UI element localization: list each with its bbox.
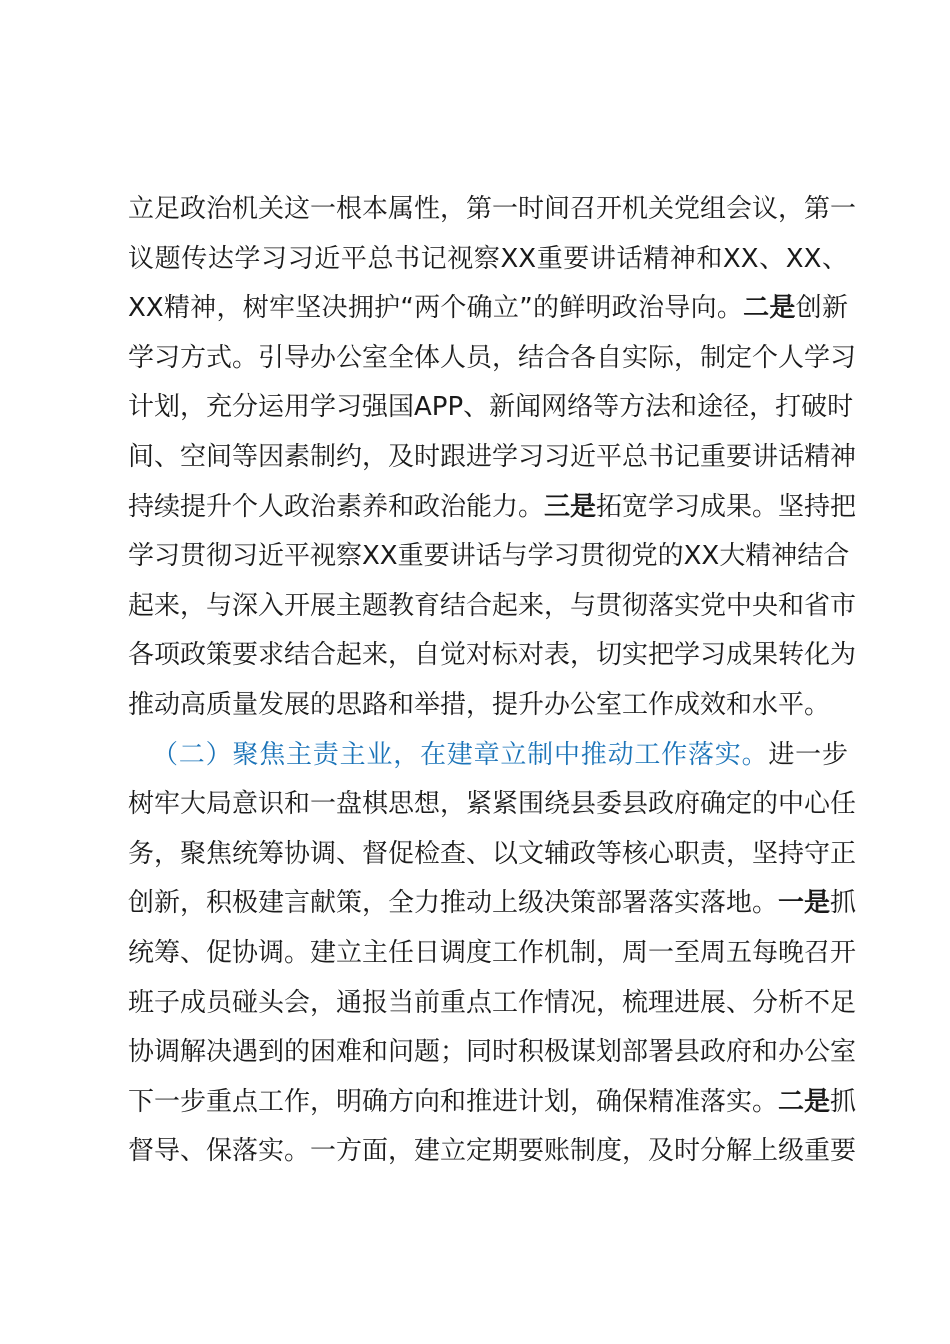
text-segment: 统筹、促协调。建立主任日调度工作机制，周一至周五每晚召开: [128, 937, 857, 968]
text-line: [128, 433, 857, 483]
text-segment: 推动高质量发展的思路和举措，提升办公室工作成效和水平。: [128, 689, 831, 720]
text-segment: 议题传达学习习近平总书记视察XX重要讲话精神和XX、XX、: [128, 243, 848, 274]
bold-marker: 三是: [544, 491, 597, 522]
text-line: [128, 532, 848, 582]
text-segment: 督导、保落实。一方面，建立定期要账制度，及时分解上级重要: [128, 1136, 857, 1167]
text-segment: 班子成员碰头会，通报当前重点工作情况，梳理进展、分析不足: [128, 987, 857, 1018]
text-segment: 间、空间等因素制约，及时跟进学习习近平总书记重要讲话精神: [128, 441, 857, 472]
text-line: [128, 383, 854, 433]
text-line: [128, 284, 848, 334]
text-segment: 树牢大局意识和一盘棋思想，紧紧围绕县委县政府确定的中心任: [128, 789, 857, 820]
text-segment: 抓: [830, 888, 857, 919]
text-segment: 立足政治机关这一根本属性，第一时间召开机关党组会议，第一: [128, 194, 857, 224]
text-line: [128, 929, 857, 979]
text-line: [128, 830, 857, 880]
text-line: [128, 1127, 857, 1177]
bold-marker: 二是: [743, 293, 796, 324]
text-segment: XX精神，树牢坚决拥护“两个确立”的鲜明政治导向。: [128, 293, 744, 324]
text-line: [128, 235, 848, 285]
text-segment: 起来，与深入开展主题教育结合起来，与贯彻落实党中央和省市: [128, 590, 857, 621]
text-line: [128, 582, 857, 632]
text-line: [128, 631, 857, 681]
text-line: [128, 334, 857, 384]
bold-marker: 二是: [778, 1086, 831, 1117]
text-segment: 创新: [795, 293, 848, 324]
text-line: [128, 1028, 857, 1078]
body-text: [128, 185, 857, 1177]
text-segment: 抓: [830, 1086, 857, 1117]
text-segment: 创新，积极建言献策，全力推动上级决策部署落实落地。: [128, 888, 779, 919]
text-segment: 拓宽学习成果。坚持把: [596, 491, 857, 522]
bold-marker: 一是: [778, 888, 831, 919]
text-line: [128, 1078, 857, 1128]
text-segment: 进一步: [768, 739, 848, 770]
text-line: [128, 979, 857, 1029]
text-segment: 持续提升个人政治素养和政治能力。: [128, 491, 545, 522]
text-line: [128, 681, 848, 731]
text-line: [128, 780, 857, 830]
text-line: [128, 185, 857, 235]
text-line: [128, 731, 848, 781]
text-segment: 各项政策要求结合起来，自觉对标对表，切实把学习成果转化为: [128, 640, 857, 671]
text-segment: 计划，充分运用学习强国APP、新闻网络等方法和途径，打破时: [128, 392, 854, 423]
text-segment: 协调解决遇到的困难和问题；同时积极谋划部署县政府和办公室: [128, 1037, 857, 1068]
text-line: [128, 879, 857, 929]
section-heading: （二）聚焦主责主业，在建章立制中推动工作落实。: [152, 739, 769, 770]
text-segment: 务，聚焦统筹协调、督促检查、以文辅政等核心职责，坚持守正: [128, 838, 857, 869]
text-segment: 下一步重点工作，明确方向和推进计划，确保精准落实。: [128, 1086, 779, 1117]
text-line: [128, 483, 857, 533]
text-segment: 学习贯彻习近平视察XX重要讲话与学习贯彻党的XX大精神结合: [128, 541, 850, 572]
text-segment: 学习方式。引导办公室全体人员，结合各自实际，制定个人学习: [128, 342, 857, 373]
